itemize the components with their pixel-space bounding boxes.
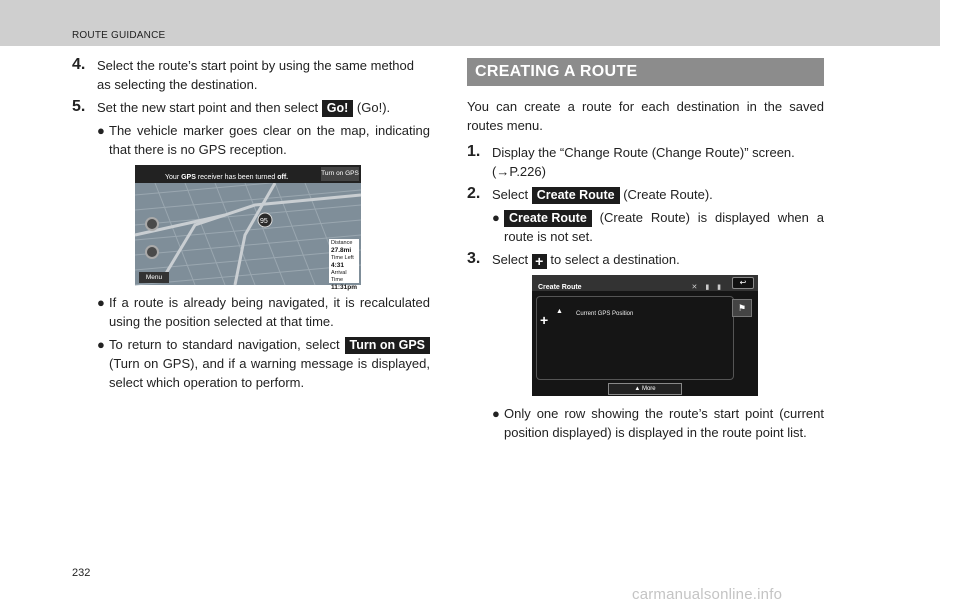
right-column [467, 58, 824, 446]
step-5 [72, 98, 430, 117]
step-number: 1. [467, 143, 481, 160]
step-number: 5. [72, 98, 86, 115]
create-route-label: Create Route [532, 187, 620, 204]
create-route-label: Create Route [504, 210, 592, 227]
bullet-text: Create Route (Create Route) is displayed when a route is not set. [504, 210, 824, 244]
watermark: carmanualsonline.info [632, 586, 783, 603]
step-number: 2. [467, 185, 481, 202]
section-header: ROUTE GUIDANCE [72, 30, 166, 41]
step-text: Select + to select a destination. [492, 252, 680, 269]
turn-on-gps-button[interactable]: Turn on GPS [321, 167, 359, 181]
step-number: 3. [467, 250, 481, 267]
step-2 [467, 185, 824, 204]
create-route-screenshot [532, 275, 758, 396]
bullet-text: Only one row showing the route’s start point (current position displayed) is displayed in the route point list. [504, 406, 824, 440]
add-destination-icon[interactable]: + [540, 312, 549, 328]
bullet-dot: ● [492, 406, 500, 421]
step-3 [467, 250, 824, 269]
step-text-after: (Go!). [356, 100, 391, 115]
trip-info-panel: Distance 27.8mi Time Left 4:31 Arrival Time 11:31pm [331, 240, 358, 291]
map-pin-icon [145, 217, 159, 231]
route-point-list [536, 296, 734, 380]
menu-button[interactable]: Menu [139, 272, 169, 283]
bullet-text: To return to standard navigation, select Turn on GPS (Turn on GPS), and if a warning message is displayed, select which operation to perform. [109, 337, 430, 390]
bullet-dot: ● [97, 123, 105, 138]
back-icon[interactable]: ↩ [732, 277, 754, 289]
step-1 [467, 143, 824, 181]
plus-icon: + [532, 254, 547, 269]
bullet-item [97, 293, 430, 331]
step-text-before: Set the new start point and then select [97, 100, 319, 115]
bullet-item [97, 121, 430, 159]
bullet-dot: ● [97, 295, 105, 310]
page-number: 232 [72, 567, 91, 579]
arrow-up-icon: ▲ [556, 308, 563, 315]
step-text: Display the “Change Route (Change Route)” screen. (→P.226) [492, 145, 795, 179]
map-pin-icon [145, 245, 159, 259]
step-number: 4. [72, 56, 86, 73]
left-column [72, 56, 430, 396]
map-screenshot [135, 165, 361, 291]
step-4 [72, 56, 430, 94]
bullet-item [492, 208, 824, 246]
bullet-dot: ● [492, 210, 500, 225]
route-shield-label: 95 [260, 218, 268, 225]
bullet-item [492, 404, 824, 442]
start-point-row[interactable]: Current GPS Position [576, 311, 634, 317]
bullet-item [97, 335, 430, 392]
step-text: Select Create Route (Create Route). [492, 187, 713, 202]
status-icons: ✕ ▮ ▮ [691, 284, 724, 291]
bullet-text: If a route is already being navigated, it is recalculated using the position selected at that time. [109, 295, 430, 329]
screen-title: Create Route [538, 284, 582, 291]
step-text [97, 98, 430, 117]
gps-off-message: Your GPS receiver has been turned off. [165, 174, 289, 181]
intro-text: You can create a route for each destination in the saved routes menu. [467, 99, 824, 133]
flag-icon[interactable]: ⚑ [732, 299, 752, 317]
bullet-text: The vehicle marker goes clear on the map, indicating that there is no GPS reception. [109, 123, 430, 157]
section-heading: CREATING A ROUTE [467, 58, 824, 86]
step-text: Select the route’s start point by using the same method as selecting the destination. [97, 58, 414, 92]
more-button[interactable]: ▲ More [608, 383, 682, 395]
turn-on-gps-label: Turn on GPS [345, 337, 430, 354]
bullet-dot: ● [97, 337, 105, 352]
go-button: Go! [322, 100, 354, 117]
